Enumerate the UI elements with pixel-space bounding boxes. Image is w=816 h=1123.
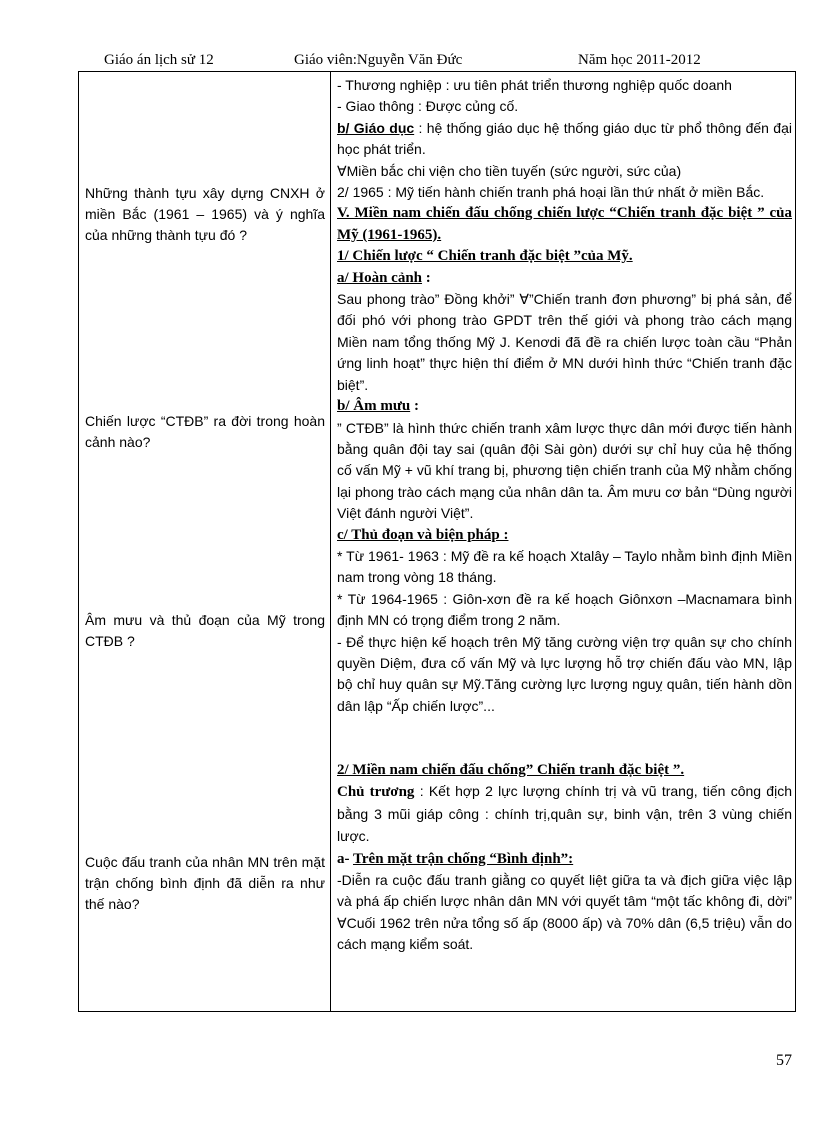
commerce-line: - Thương nghiệp : ưu tiên phát triển thương nghiệp quốc doanh (337, 77, 732, 93)
context-paragraph: Sau phong trào” Đồng khởi” ∀”Chiến tranh đơn phương” bị phá sản, để đối phó với phong trào GPDT trên thế giới và phong trào cách mạng Miền nam tổng thống Mỹ J. Kenơdi đã đề ra chiến lược toàn cầu “Phản ứng linh hoạt” thực hiện thí điểm ở MN dưới hình thức “Chiến tranh đặc biệt”. (337, 291, 792, 393)
policy-paragraph (337, 781, 792, 848)
section-2-heading: 2/ Miền nam chiến đấu chống” Chiến tranh đặc biệt ”. (337, 761, 685, 778)
context-colon: : (422, 269, 431, 286)
front-prefix: a- (337, 850, 353, 867)
north-support-line: ∀Miền bắc chi viện cho tiền tuyến (sức người, sức của) (337, 162, 682, 179)
course-title: Giáo án lịch sử 12 (104, 52, 214, 68)
teacher-name: Giáo viên:Nguyễn Văn Đức (294, 52, 463, 68)
question-3: Âm mưu và thủ đoạn của Mỹ trong CTĐB ? (85, 612, 325, 649)
section-1-heading: 1/ Chiến lược “ Chiến tranh đặc biệt ”của Mỹ. (337, 248, 633, 265)
policy-label: Chủ trương (337, 784, 415, 801)
plot-label: b/ Âm mưu (337, 398, 411, 415)
transport-line: - Giao thông : Được củng cố. (337, 98, 519, 115)
education-label: b/ Giáo dục (337, 119, 415, 136)
front-label: Trên mặt trận chống “Bình định”: (352, 850, 574, 867)
page-header (0, 52, 816, 72)
spacer (337, 739, 792, 760)
tactics-item-1: * Từ 1961- 1963 : Mỹ đề ra kế hoạch Xtalây – Taylo nhằm bình định Miền nam trong vòng 18 tháng. (337, 547, 792, 586)
policy-text: : Kết hợp 2 lực lượng chính trị và vũ trang, tiến công địch bằng 3 mũi giáp công : chính trị,quân sự, binh vận, trên 3 vùng chiến lược. (337, 783, 792, 845)
section-v-heading: V. Miền nam chiến đấu chống chiến lược “Chiến tranh đặc biệt ” của Mỹ (1961-1965). (337, 205, 792, 243)
plot-colon: : (410, 398, 419, 415)
page-number: 57 (776, 1052, 792, 1069)
lesson-content (337, 75, 792, 956)
front-paragraph: -Diễn ra cuộc đấu tranh giằng co quyết liệt giữa ta và địch giữa việc lập và phá ấp chiến lược nhân dân MN với quyết tâm “một tấc không đi, dời” ∀Cuối 1962 trên nửa tổng số ấp (8000 ấp) và 70% dân (6,5 triệu) vẫn do cách mạng kiểm soát. (337, 872, 792, 953)
tactics-heading: c/ Thủ đoạn và biện pháp : (337, 526, 509, 543)
column-divider (330, 72, 331, 1011)
spacer (337, 717, 792, 738)
education-paragraph (337, 118, 792, 161)
question-1: Những thành tựu xây dựng CNXH ở miền Bắc (1961 – 1965) và ý nghĩa của những thành tựu đó ? (85, 185, 325, 243)
education-text: : hệ thống giáo dục hệ thống giáo dục từ phổ thông đến đại học phát triển. (337, 119, 792, 158)
lesson-table (78, 71, 796, 1012)
plot-paragraph: ” CTĐB” là hình thức chiến tranh xâm lược thực dân mới được tiến hành bằng quân đội tay sai (quân đội Sài gòn) dưới sự chỉ huy của hệ thống cố vấn Mỹ + vũ khí trang bị, phương tiện chiến tranh của Mỹ nhằm chống lại phong trào cách mạng của nhân dân ta. Âm mưu cơ bản “Dùng người Việt đánh người Việt”. (337, 419, 792, 522)
context-label: a/ Hoàn cảnh (337, 269, 423, 286)
school-year: Năm học 2011-2012 (578, 52, 701, 68)
question-4: Cuộc đấu tranh của nhân MN trên mặt trận chống bình định đã diễn ra như thế nào? (85, 854, 325, 912)
question-2: Chiến lược “CTĐB” ra đời trong hoàn cảnh nào? (85, 413, 325, 450)
tactics-item-2: * Từ 1964-1965 : Giôn-xơn đề ra kế hoạch Giônxơn –Macnamara bình định MN có trọng điểm trong 2 năm. (337, 590, 792, 629)
plot-heading (337, 396, 792, 417)
year-1965-paragraph: 2/ 1965 : Mỹ tiến hành chiến tranh phá hoại lần thứ nhất ở miền Bắc. (337, 184, 765, 201)
front-heading (337, 849, 792, 870)
context-heading (337, 268, 792, 289)
tactics-item-3: - Để thực hiện kế hoạch trên Mỹ tăng cường viện trợ quân sự cho chính quyền Diệm, đưa cố vấn Mỹ và lực lượng hỗ trợ chiến đấu vào MN, lập bộ chỉ huy quân sự Mỹ.Tăng cường lực lượng nguỵ quân, tiến hành dồn dân lập “Ấp chiến lược”... (337, 633, 792, 714)
